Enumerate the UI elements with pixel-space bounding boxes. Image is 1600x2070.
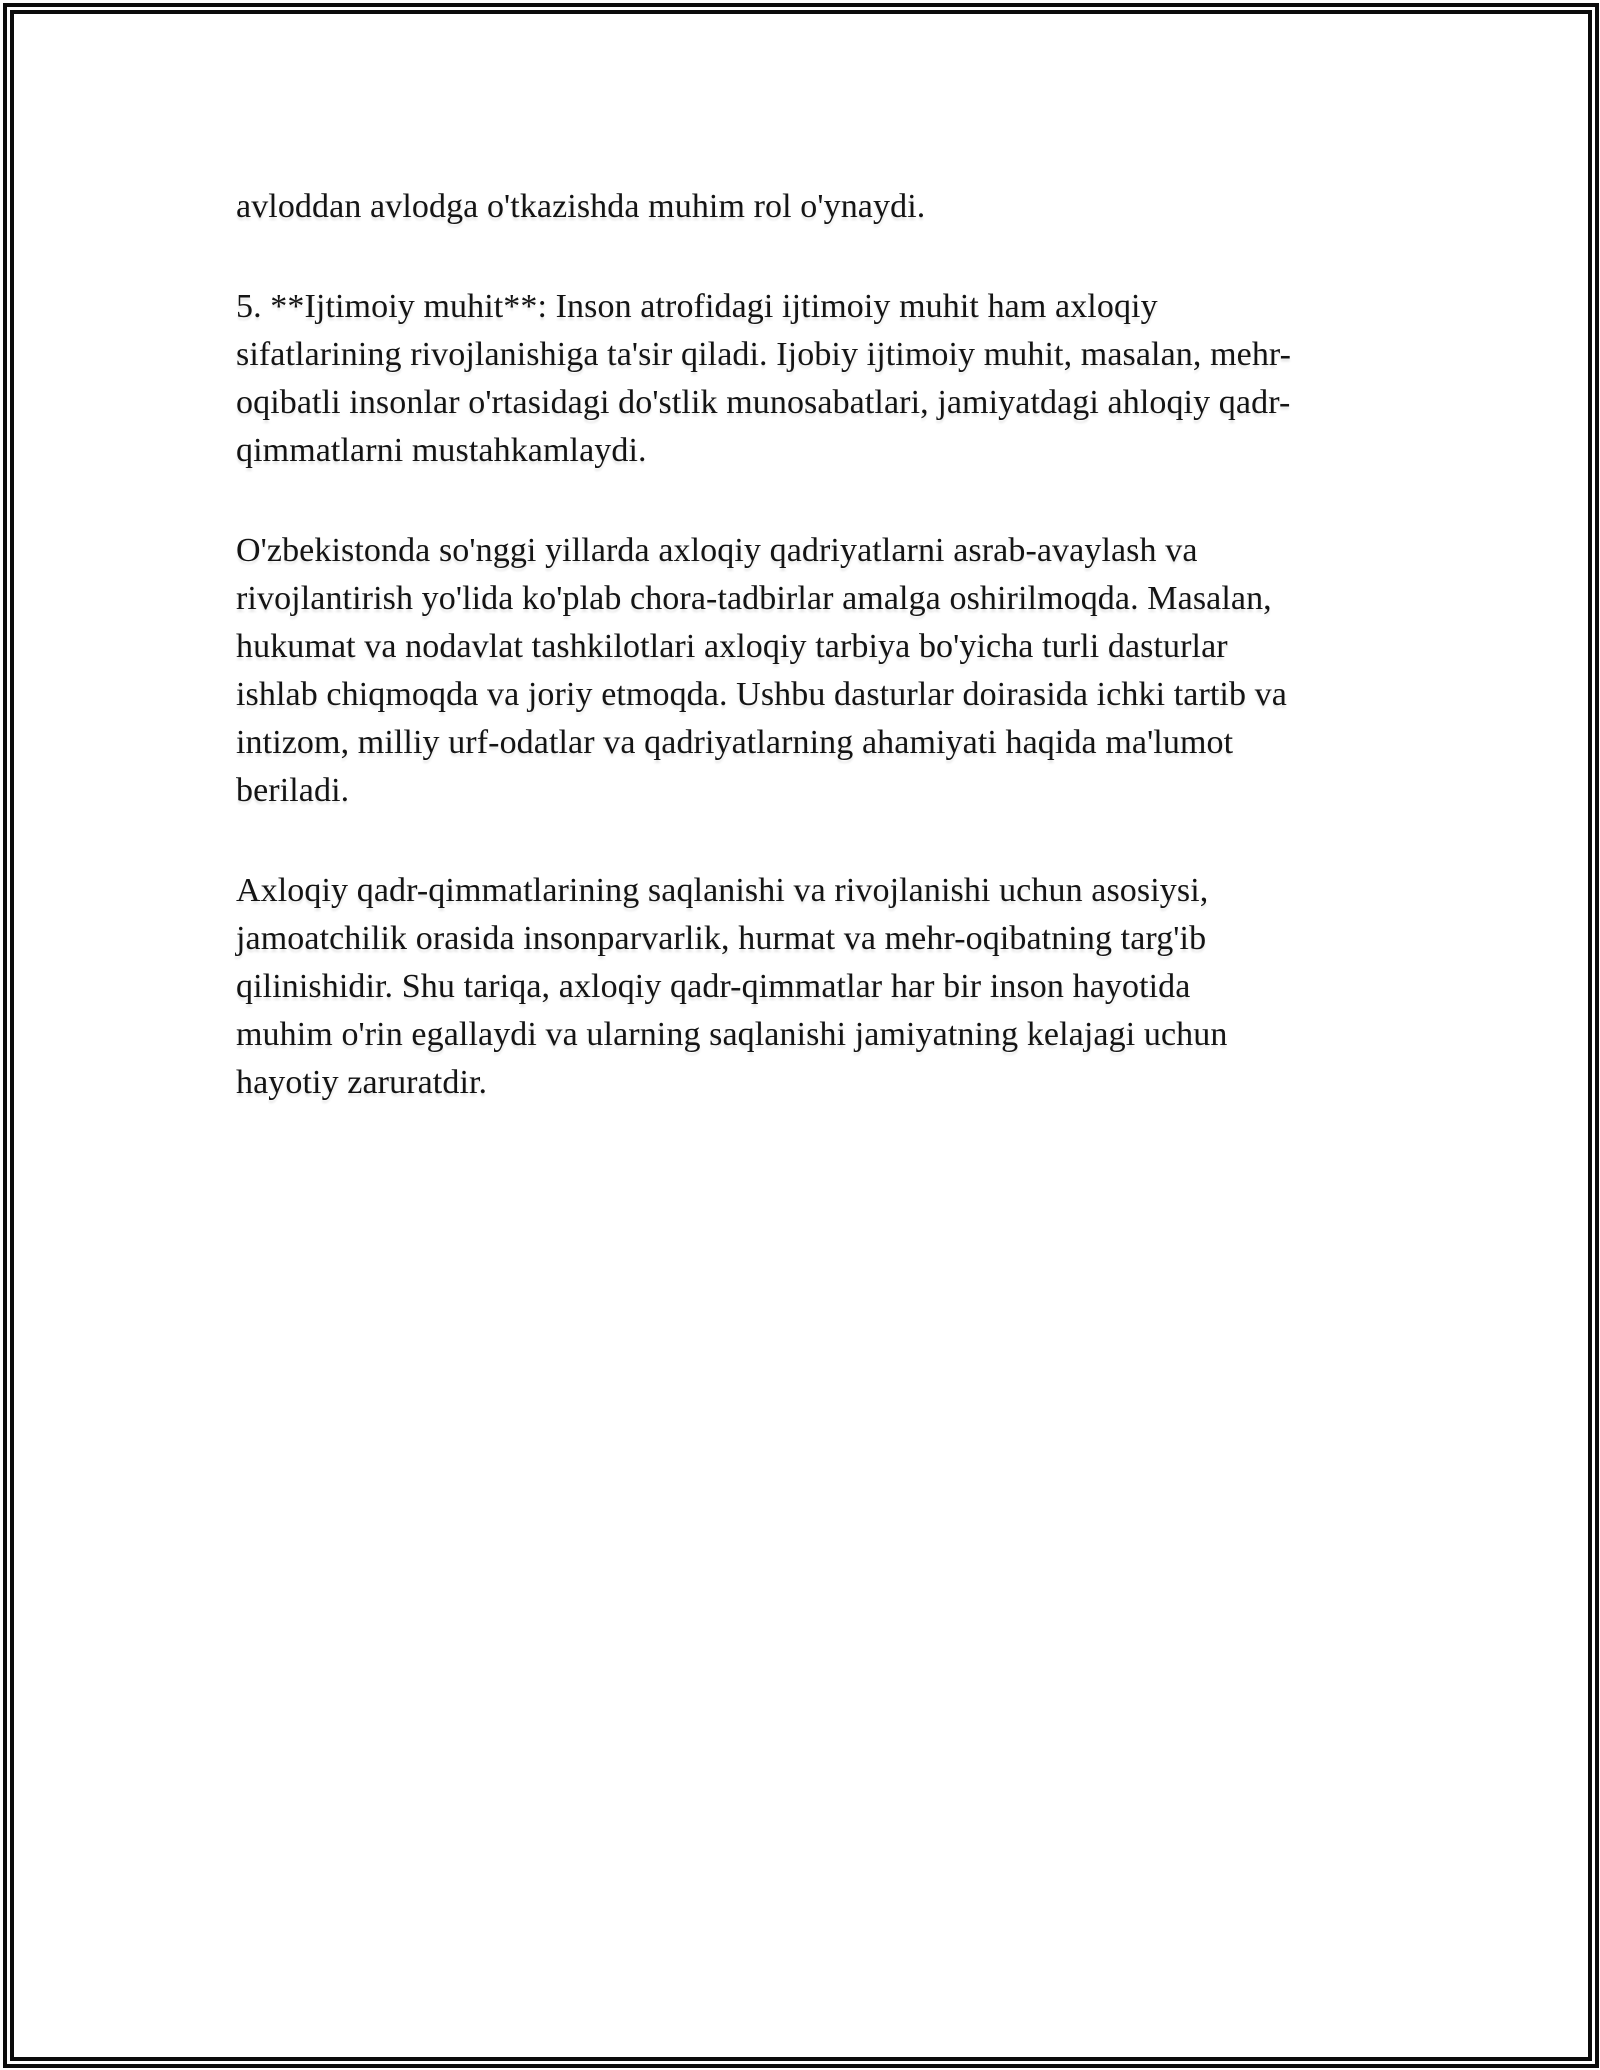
- text-line: hukumat va nodavlat tashkilotlari axloqiy tarbiya bo'yicha turli dasturlar: [236, 628, 1228, 665]
- text-line: O'zbekistonda so'nggi yillarda axloqiy qadriyatlarni asrab-avaylash va: [236, 532, 1198, 569]
- text-line: muhim o'rin egallaydi va ularning saqlanishi jamiyatning kelajagi uchun: [236, 1016, 1228, 1053]
- text-line: qilinishidir. Shu tariqa, axloqiy qadr-qimmatlar har bir inson hayotida: [236, 968, 1191, 1005]
- text-line: jamoatchilik orasida insonparvarlik, hurmat va mehr-oqibatning targ'ib: [236, 920, 1207, 957]
- paragraph: [236, 183, 1388, 231]
- text-line: oqibatli insonlar o'rtasidagi do'stlik munosabatlari, jamiyatdagi ahloqiy qadr-: [236, 384, 1291, 421]
- text-line: qimmatlarni mustahkamlaydi.: [236, 432, 647, 469]
- paragraph: [236, 527, 1388, 815]
- outer-border-frame: [3, 3, 1599, 2068]
- text-line: intizom, milliy urf-odatlar va qadriyatlarning ahamiyati haqida ma'lumot: [236, 724, 1234, 761]
- document-text: [14, 14, 1588, 1107]
- text-line: avloddan avlodga o'tkazishda muhim rol o'ynaydi.: [236, 188, 926, 225]
- text-line: 5. **Ijtimoiy muhit**: Inson atrofidagi ijtimoiy muhit ham axloqiy: [236, 288, 1158, 325]
- text-line: hayotiy zaruratdir.: [236, 1064, 488, 1101]
- paragraph: [236, 283, 1388, 475]
- text-line: ishlab chiqmoqda va joriy etmoqda. Ushbu dasturlar doirasida ichki tartib va: [236, 676, 1287, 713]
- text-line: rivojlantirish yo'lida ko'plab chora-tadbirlar amalga oshirilmoqda. Masalan,: [236, 580, 1272, 617]
- text-line: sifatlarining rivojlanishiga ta'sir qiladi. Ijobiy ijtimoiy muhit, masalan, mehr-: [236, 336, 1292, 373]
- text-line: beriladi.: [236, 772, 350, 809]
- inner-border-frame: [10, 10, 1592, 2061]
- text-line: Axloqiy qadr-qimmatlarining saqlanishi va rivojlanishi uchun asosiysi,: [236, 872, 1209, 909]
- paragraph: [236, 867, 1388, 1107]
